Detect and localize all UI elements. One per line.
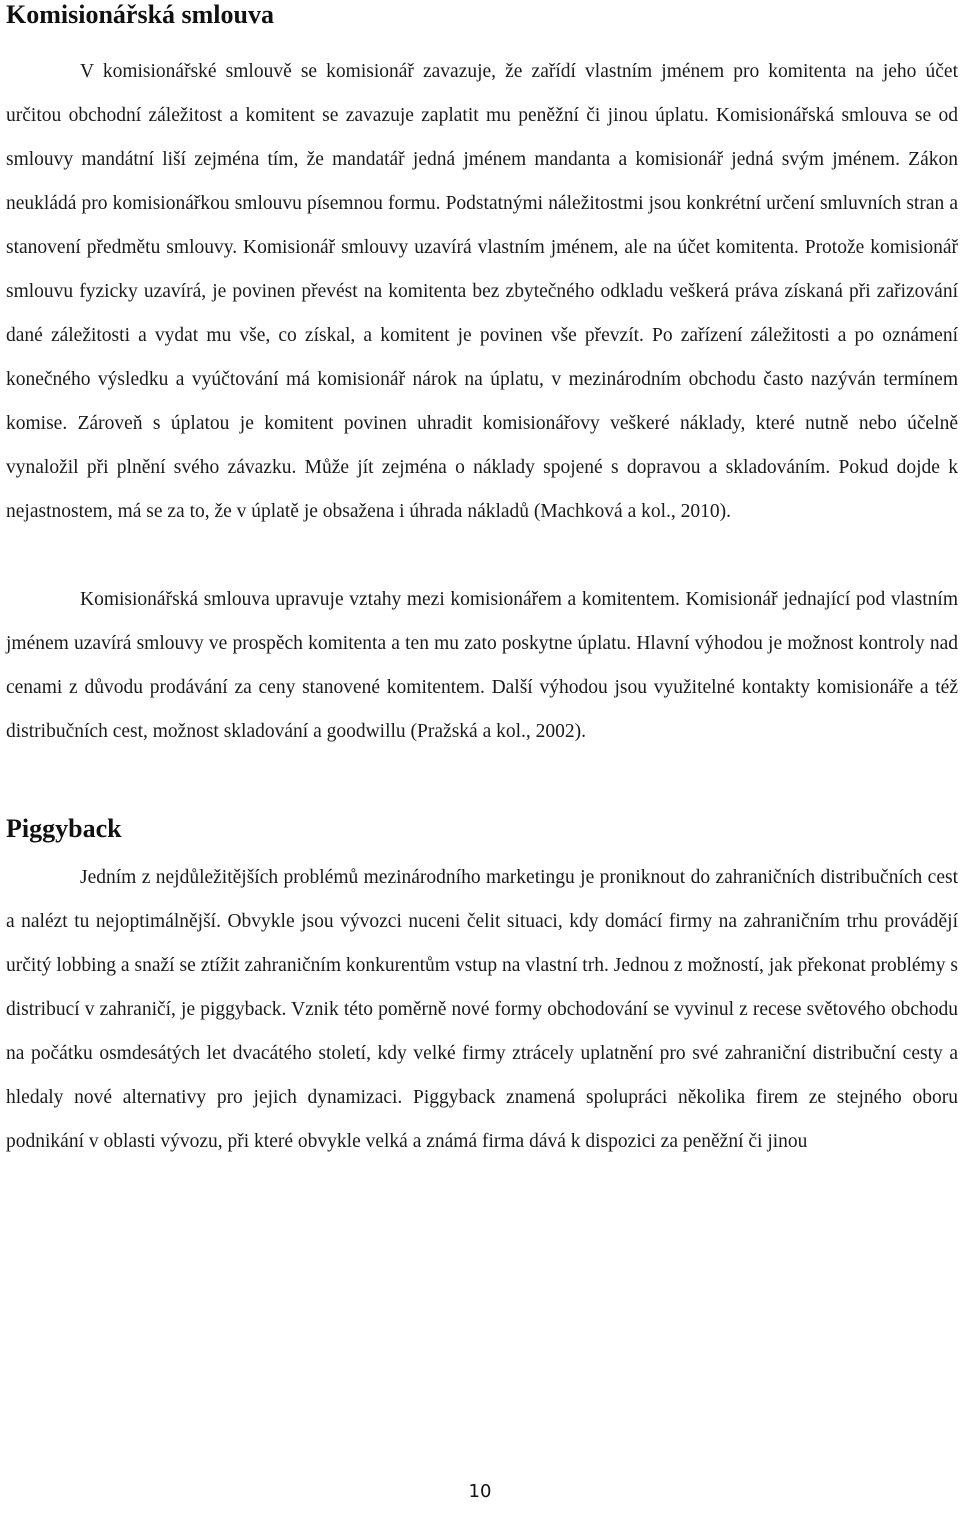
page-number: 10 [468,1481,492,1502]
paragraph: Jedním z nejdůležitějších problémů mezinárodního marketingu je proniknout do zahraničních distribučních cest a nalézt tu nejoptimálnější. Obvykle jsou vývozci nuceni čelit situaci, kdy domácí firmy na zahraničním trhu provádějí určitý lobbing a snaží se ztížit zahraničním konkurentům vstup na vlastní trh. Jednou z možností, jak překonat problémy s distribucí v zahraničí, je piggyback. Vznik této poměrně nové formy obchodování se vyvinul z recese světového obchodu na počátku osmdesátých let dvacátého století, kdy velké firmy ztrácely uplatnění pro své zahraniční distribuční cesty a hledaly nové alternativy pro jejich dynamizaci. Piggyback znamená spolupráci několika firem ze stejného oboru podnikání v oblasti vývozu, při které obvykle velká a známá firma dává k dispozici za peněžní či jinou [6,867,958,1152]
section-title-piggyback: Piggyback [6,814,122,843]
paragraph: Komisionářská smlouva upravuje vztahy mezi komisionářem a komitentem. Komisionář jednající pod vlastním jménem uzavírá smlouvy ve prospěch komitenta a ten mu zato poskytne úplatu. Hlavní výhodou je možnost kontroly nad cenami z důvodu prodávání za ceny stanovené komitentem. Další výhodou jsou využitelné kontakty komisionáře a též distribučních cest, možnost skladování a goodwillu (Pražská a kol., 2002). [6,589,958,742]
page-content [6,0,958,1164]
section-title-komisionarska-smlouva: Komisionářská smlouva [6,0,274,29]
paragraph: V komisionářské smlouvě se komisionář zavazuje, že zařídí vlastním jménem pro komitenta na jeho účet určitou obchodní záležitost a komitent se zavazuje zaplatit mu peněžní či jinou úplatu. Komisionářská smlouva se od smlouvy mandátní liší zejména tím, že mandatář jedná jménem mandanta a komisionář jedná svým jménem. Zákon neukládá pro komisionářkou smlouvu písemnou formu. Podstatnými náležitostmi jsou konkrétní určení smluvních stran a stanovení předmětu smlouvy. Komisionář smlouvy uzavírá vlastním jménem, ale na účet komitenta. Protože komisionář smlouvu fyzicky uzavírá, je povinen převést na komitenta bez zbytečného odkladu veškerá práva získaná při zařizování dané záležitosti a vydat mu vše, co získal, a komitent je povinen vše převzít. Po zařízení záležitosti a po oznámení konečného výsledku a vyúčtování má komisionář nárok na úplatu, v mezinárodním obchodu často nazýván termínem komise. Zároveň s úplatou je komitent povinen uhradit komisionářovy veškeré náklady, které nutně nebo účelně vynaložil při plnění svého závazku. Může jít zejména o náklady spojené s dopravou a skladováním. Pokud dojde k nejastnostem, má se za to, že v úplatě je obsažena i úhrada nákladů (Machková a kol., 2010). [6,61,958,522]
